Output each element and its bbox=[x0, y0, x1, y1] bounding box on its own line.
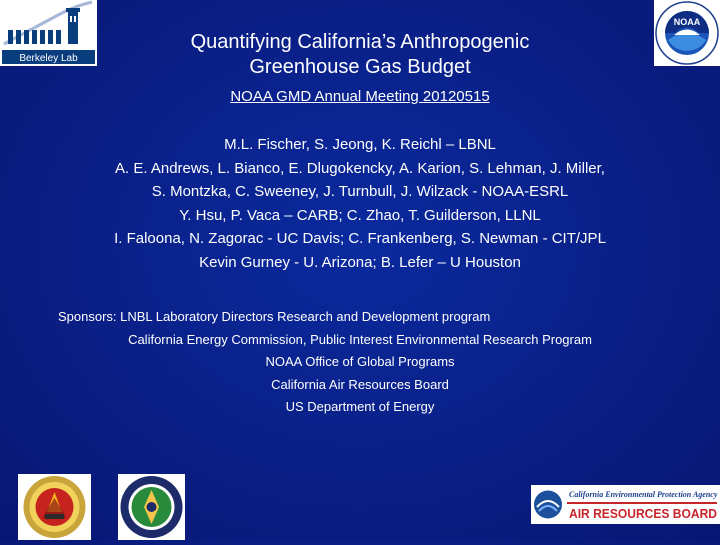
sponsor-line: Sponsors: LNBL Laboratory Directors Research and Development program bbox=[58, 309, 491, 324]
sponsor-list bbox=[0, 306, 720, 419]
author-line: I. Faloona, N. Zagorac - UC Davis; C. Frankenberg, S. Newman - CIT/JPL bbox=[114, 230, 606, 247]
title-line-2: Greenhouse Gas Budget bbox=[249, 56, 471, 78]
noaa-label: NOAA bbox=[673, 17, 701, 27]
doe-seal-icon bbox=[118, 474, 185, 540]
energy-commission-seal-icon bbox=[18, 474, 91, 540]
carb-logo bbox=[531, 485, 720, 524]
doe-seal bbox=[118, 474, 185, 540]
sponsor-line: NOAA Office of Global Programs bbox=[265, 354, 455, 369]
carb-board-label: AIR RESOURCES BOARD bbox=[569, 506, 717, 521]
sponsor-line: California Air Resources Board bbox=[271, 376, 449, 392]
author-line: Kevin Gurney - U. Arizona; B. Lefer – U Houston bbox=[199, 253, 521, 271]
sponsor-line: US Department of Energy bbox=[285, 399, 435, 414]
sponsor-line: California Energy Commission, Public Interest Environmental Research Program bbox=[128, 331, 592, 347]
author-line: A. E. Andrews, L. Bianco, E. Dlugokencky, A. Karion, S. Lehman, J. Miller, bbox=[115, 159, 605, 177]
energy-commission-seal bbox=[18, 474, 91, 540]
title-line-1: Quantifying California’s Anthropogenic bbox=[190, 31, 530, 53]
carb-agency-label: California Environmental Protection Agency bbox=[569, 490, 718, 499]
author-line: M.L. Fischer, S. Jeong, K. Reichl – LBNL bbox=[224, 136, 496, 153]
author-line: S. Montzka, C. Sweeney, J. Turnbull, J. Wilzack - NOAA-ESRL bbox=[151, 183, 569, 200]
berkeley-lab-label: Berkeley Lab bbox=[19, 53, 78, 64]
carb-logo-icon bbox=[531, 485, 720, 524]
slide-title bbox=[0, 30, 720, 80]
author-line: Y. Hsu, P. Vaca – CARB; C. Zhao, T. Guilderson, LLNL bbox=[179, 206, 541, 224]
slide-subtitle: NOAA GMD Annual Meeting 20120515 bbox=[230, 88, 490, 105]
author-list bbox=[0, 133, 720, 274]
